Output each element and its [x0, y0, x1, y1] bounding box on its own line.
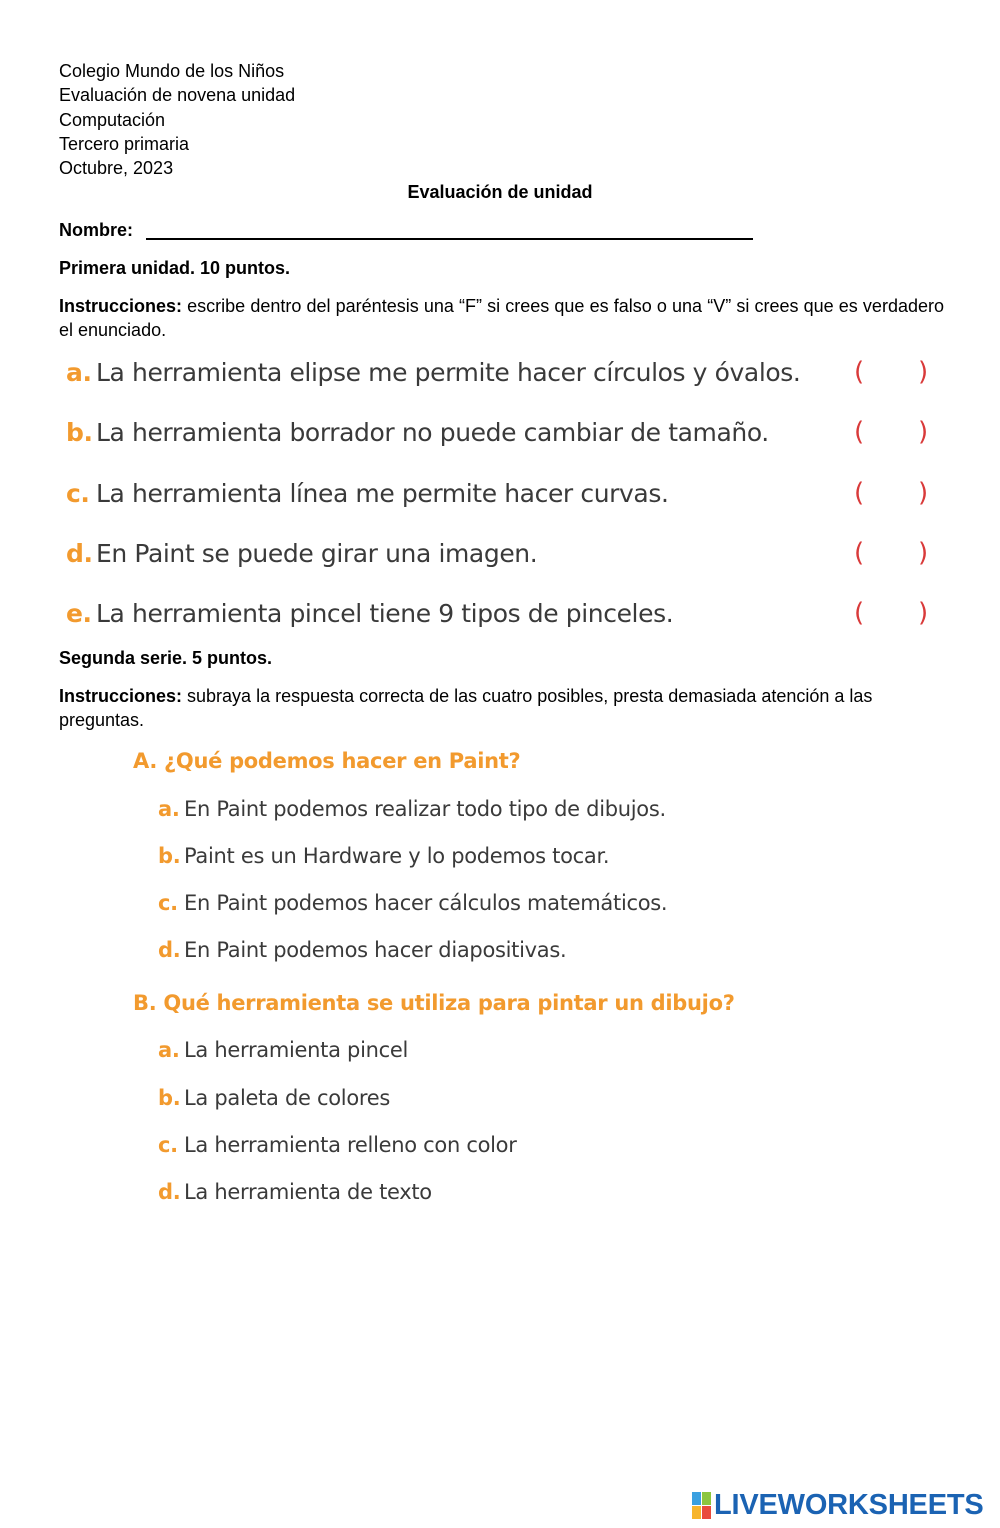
liveworksheets-mark-icon: [692, 1491, 712, 1519]
part2-instructions-label: Instrucciones:: [59, 686, 183, 706]
option-text: La herramienta de texto: [184, 1180, 432, 1204]
question-option[interactable]: [158, 891, 667, 915]
tf-item: [66, 599, 946, 633]
evaluation-subtitle: Evaluación de novena unidad: [59, 85, 296, 106]
tf-item-letter: d.: [66, 539, 93, 568]
tf-item: [66, 479, 946, 513]
question-a-title: A. ¿Qué podemos hacer en Paint?: [133, 749, 521, 773]
question-option[interactable]: [158, 1133, 517, 1157]
question-option[interactable]: [158, 844, 609, 868]
question-option[interactable]: [158, 797, 666, 821]
option-letter: c.: [158, 891, 178, 915]
name-label: Nombre:: [59, 220, 134, 240]
option-text: La paleta de colores: [184, 1086, 391, 1110]
option-text: En Paint podemos realizar todo tipo de dibujos.: [184, 797, 666, 821]
page-title: Evaluación de unidad: [407, 182, 593, 202]
option-text: Paint es un Hardware y lo podemos tocar.: [184, 844, 610, 868]
part1-instructions-text: escribe dentro del paréntesis una “F” si crees que es falso o una “V” si crees que es verdadero el enunciado.: [59, 296, 944, 340]
option-letter: b.: [158, 844, 181, 868]
option-letter: c.: [158, 1133, 178, 1157]
option-text: En Paint podemos hacer cálculos matemáticos.: [184, 891, 668, 915]
tf-item-letter: a.: [66, 358, 92, 387]
question-option[interactable]: [158, 938, 566, 962]
tf-item-text: La herramienta elipse me permite hacer círculos y óvalos.: [96, 358, 801, 387]
part1-instructions-label: Instrucciones:: [59, 296, 183, 316]
logo-text: LIVEWORKSHEETS: [714, 1488, 984, 1521]
answer-close-paren: ): [918, 598, 928, 628]
option-text: La herramienta pincel: [184, 1038, 409, 1062]
question-b-title: B. Qué herramienta se utiliza para pintar un dibujo?: [133, 991, 735, 1015]
option-text: En Paint podemos hacer diapositivas.: [184, 938, 567, 962]
answer-open-paren[interactable]: (: [854, 417, 864, 447]
question-option[interactable]: [158, 1086, 390, 1110]
tf-item-text: La herramienta línea me permite hacer curvas.: [96, 479, 669, 508]
subject: Computación: [59, 109, 166, 130]
answer-close-paren: ): [918, 538, 928, 568]
answer-open-paren[interactable]: (: [854, 478, 864, 508]
part2-instructions-text: subraya la respuesta correcta de las cuatro posibles, presta demasiada atención a las preguntas.: [59, 686, 873, 730]
answer-close-paren: ): [918, 417, 928, 447]
part1-heading: Primera unidad. 10 puntos.: [59, 258, 291, 278]
option-letter: d.: [158, 1180, 181, 1204]
part2-heading: Segunda serie. 5 puntos.: [59, 648, 273, 668]
option-letter: a.: [158, 1038, 180, 1062]
tf-item-text: La herramienta pincel tiene 9 tipos de pinceles.: [96, 599, 674, 628]
answer-open-paren[interactable]: (: [854, 538, 864, 568]
answer-open-paren[interactable]: (: [854, 357, 864, 387]
answer-open-paren[interactable]: (: [854, 598, 864, 628]
tf-item-letter: c.: [66, 479, 90, 508]
answer-close-paren: ): [918, 357, 928, 387]
school-name: Colegio Mundo de los Niños: [59, 61, 285, 81]
tf-item-text: La herramienta borrador no puede cambiar de tamaño.: [96, 418, 769, 447]
tf-item: [66, 358, 946, 392]
option-letter: d.: [158, 938, 181, 962]
question-option[interactable]: [158, 1180, 432, 1204]
grade: Tercero primaria: [59, 133, 190, 154]
liveworksheets-logo: [692, 1489, 984, 1521]
question-option[interactable]: [158, 1038, 408, 1062]
option-letter: b.: [158, 1086, 181, 1110]
tf-item: [66, 539, 946, 573]
tf-item-letter: e.: [66, 599, 92, 628]
option-letter: a.: [158, 797, 180, 821]
tf-item-letter: b.: [66, 418, 93, 447]
option-text: La herramienta relleno con color: [184, 1133, 517, 1157]
answer-close-paren: ): [918, 478, 928, 508]
school-header: [59, 59, 295, 180]
part1-instructions: [59, 294, 944, 342]
part2-instructions: [59, 684, 929, 732]
date: Octubre, 2023: [59, 158, 174, 179]
tf-item: [66, 418, 946, 452]
tf-item-text: En Paint se puede girar una imagen.: [96, 539, 538, 568]
name-input-line[interactable]: [146, 238, 753, 240]
